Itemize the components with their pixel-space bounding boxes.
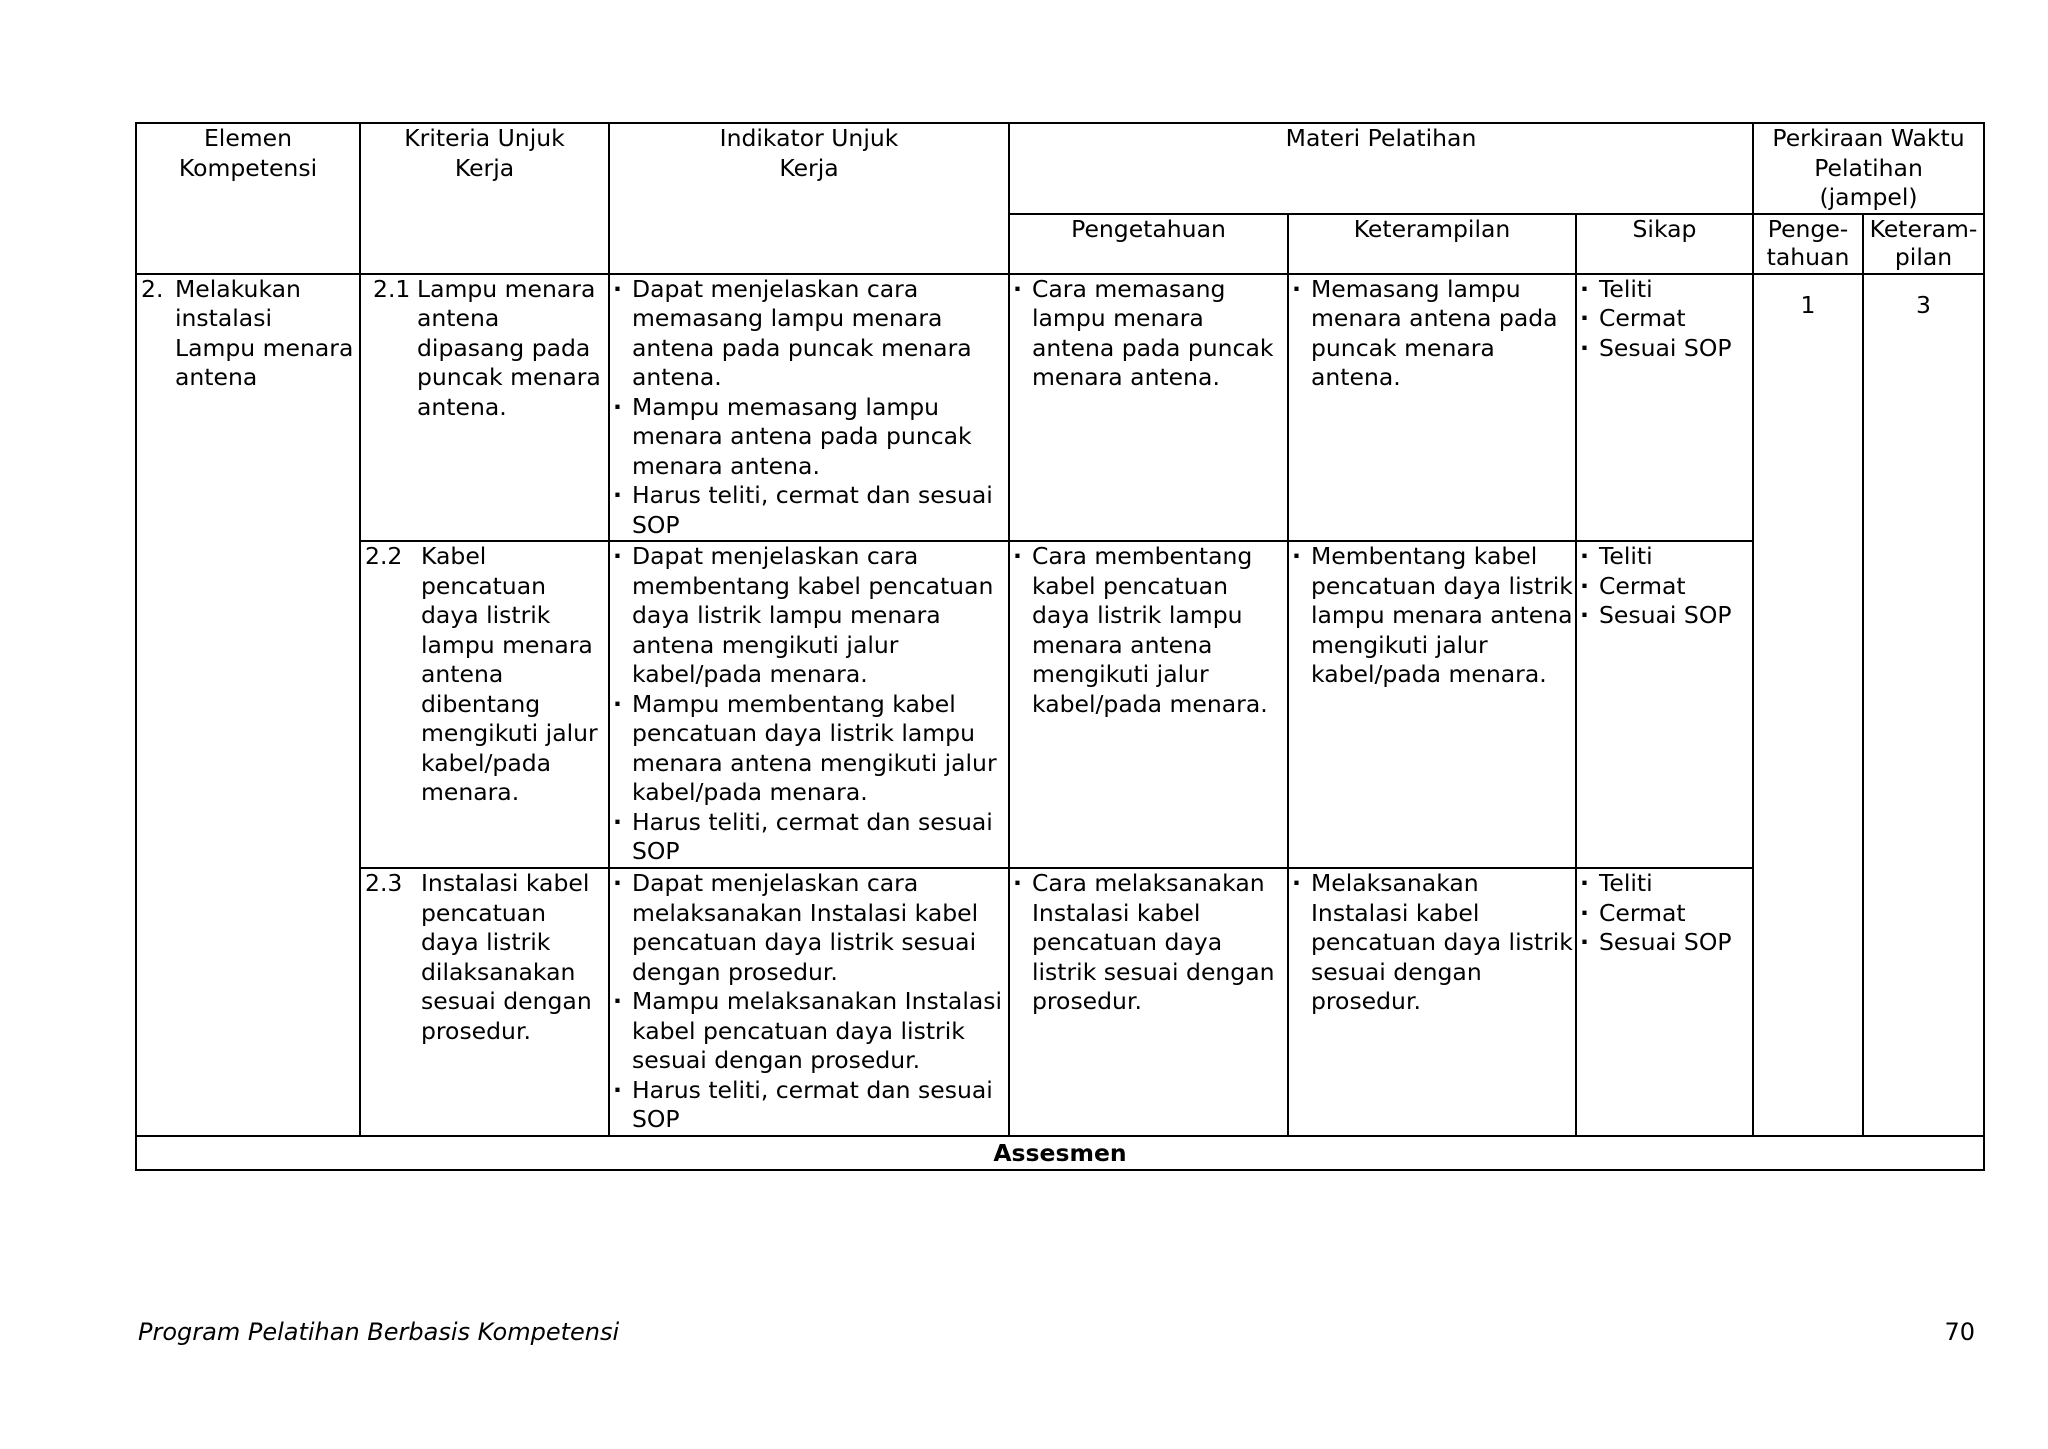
header-sikap: Sikap — [1576, 214, 1753, 274]
list-item: · Dapat menjelaskan cara membentang kabel pencatuan daya listrik lampu menara antena mengikuti jalur kabel/pada menara. — [610, 542, 1008, 690]
page-number: 70 — [1944, 1318, 1975, 1346]
list-item: · Cermat — [1577, 572, 1752, 602]
list-item: · Cara membentang kabel pencatuan daya listrik lampu menara antena mengikuti jalur kabel/pada menara. — [1010, 542, 1287, 719]
kuk-cell: 2.3 Instalasi kabel pencatuan daya listrik dilaksanakan sesuai dengan prosedur. — [360, 868, 609, 1136]
list-item: · Cermat — [1577, 899, 1752, 929]
header-materi: Materi Pelatihan — [1009, 123, 1753, 214]
list-item: · Cermat — [1577, 304, 1752, 334]
list-item: · Harus teliti, cermat dan sesuai SOP — [610, 808, 1008, 867]
header-jampel-pengetahuan: Penge- tahuan — [1753, 214, 1863, 274]
pengetahuan-cell — [1009, 868, 1288, 1136]
header-pengetahuan: Pengetahuan — [1009, 214, 1288, 274]
list-item: · Teliti — [1577, 869, 1752, 899]
list-item: · Membentang kabel pencatuan daya listrik lampu menara antena mengikuti jalur kabel/pada menara. — [1289, 542, 1575, 690]
pengetahuan-cell — [1009, 541, 1288, 868]
keterampilan-cell — [1288, 541, 1576, 868]
list-item: · Melaksanakan Instalasi kabel pencatuan daya listrik sesuai dengan prosedur. — [1289, 869, 1575, 1017]
keterampilan-cell — [1288, 274, 1576, 542]
list-item: · Dapat menjelaskan cara melaksanakan Instalasi kabel pencatuan daya listrik sesuai dengan prosedur. — [610, 869, 1008, 987]
list-item: · Teliti — [1577, 542, 1752, 572]
sikap-cell — [1576, 868, 1753, 1136]
header-kriteria: Kriteria Unjuk Kerja — [360, 123, 609, 274]
assesmen-row: Assesmen — [136, 1136, 1984, 1170]
list-item: · Cara memasang lampu menara antena pada puncak menara antena. — [1010, 275, 1287, 393]
kuk-cell: 2.2 Kabel pencatuan daya listrik lampu menara antena dibentang mengikuti jalur kabel/pada menara. — [360, 541, 609, 868]
table-row — [136, 274, 1984, 542]
list-item: · Harus teliti, cermat dan sesuai SOP — [610, 481, 1008, 540]
header-elemen: Elemen Kompetensi — [136, 123, 360, 274]
list-item: · Sesuai SOP — [1577, 928, 1752, 958]
indikator-cell — [609, 868, 1009, 1136]
list-item: · Teliti — [1577, 275, 1752, 305]
kuk-cell: 2.1 Lampu menara antena dipasang pada puncak menara antena. — [360, 274, 609, 542]
competency-table — [135, 122, 1985, 1171]
indikator-cell — [609, 541, 1009, 868]
header-jampel-keterampilan: Keteram- pilan — [1863, 214, 1984, 274]
table-row — [136, 541, 1984, 868]
list-item: · Cara melaksanakan Instalasi kabel pencatuan daya listrik sesuai dengan prosedur. — [1010, 869, 1287, 1017]
list-item: · Dapat menjelaskan cara memasang lampu menara antena pada puncak menara antena. — [610, 275, 1008, 393]
list-item: · Harus teliti, cermat dan sesuai SOP — [610, 1076, 1008, 1135]
keterampilan-cell — [1288, 868, 1576, 1136]
pengetahuan-cell — [1009, 274, 1288, 542]
elemen-cell: 2. Melakukan instalasi Lampu menara antena — [136, 274, 360, 1137]
list-item: · Sesuai SOP — [1577, 601, 1752, 631]
elemen-text: Melakukan instalasi Lampu menara antena — [175, 274, 354, 391]
header-perkiraan: Perkiraan Waktu Pelatihan (jampel) — [1753, 123, 1984, 214]
jampel-pengetahuan-cell: 1 — [1753, 274, 1863, 1137]
list-item: · Sesuai SOP — [1577, 334, 1752, 364]
header-indikator: Indikator Unjuk Kerja — [609, 123, 1009, 274]
header-keterampilan: Keterampilan — [1288, 214, 1576, 274]
list-item: · Mampu memasang lampu menara antena pada puncak menara antena. — [610, 393, 1008, 482]
list-item: · Mampu membentang kabel pencatuan daya listrik lampu menara antena mengikuti jalur kabel/pada menara. — [610, 690, 1008, 808]
sikap-cell — [1576, 541, 1753, 868]
footer-title: Program Pelatihan Berbasis Kompetensi — [138, 1318, 620, 1346]
table-row — [136, 868, 1984, 1136]
sikap-cell — [1576, 274, 1753, 542]
jampel-keterampilan-cell: 3 — [1863, 274, 1984, 1137]
list-item: · Mampu melaksanakan Instalasi kabel pencatuan daya listrik sesuai dengan prosedur. — [610, 987, 1008, 1076]
indikator-cell — [609, 274, 1009, 542]
list-item: · Memasang lampu menara antena pada puncak menara antena. — [1289, 275, 1575, 393]
